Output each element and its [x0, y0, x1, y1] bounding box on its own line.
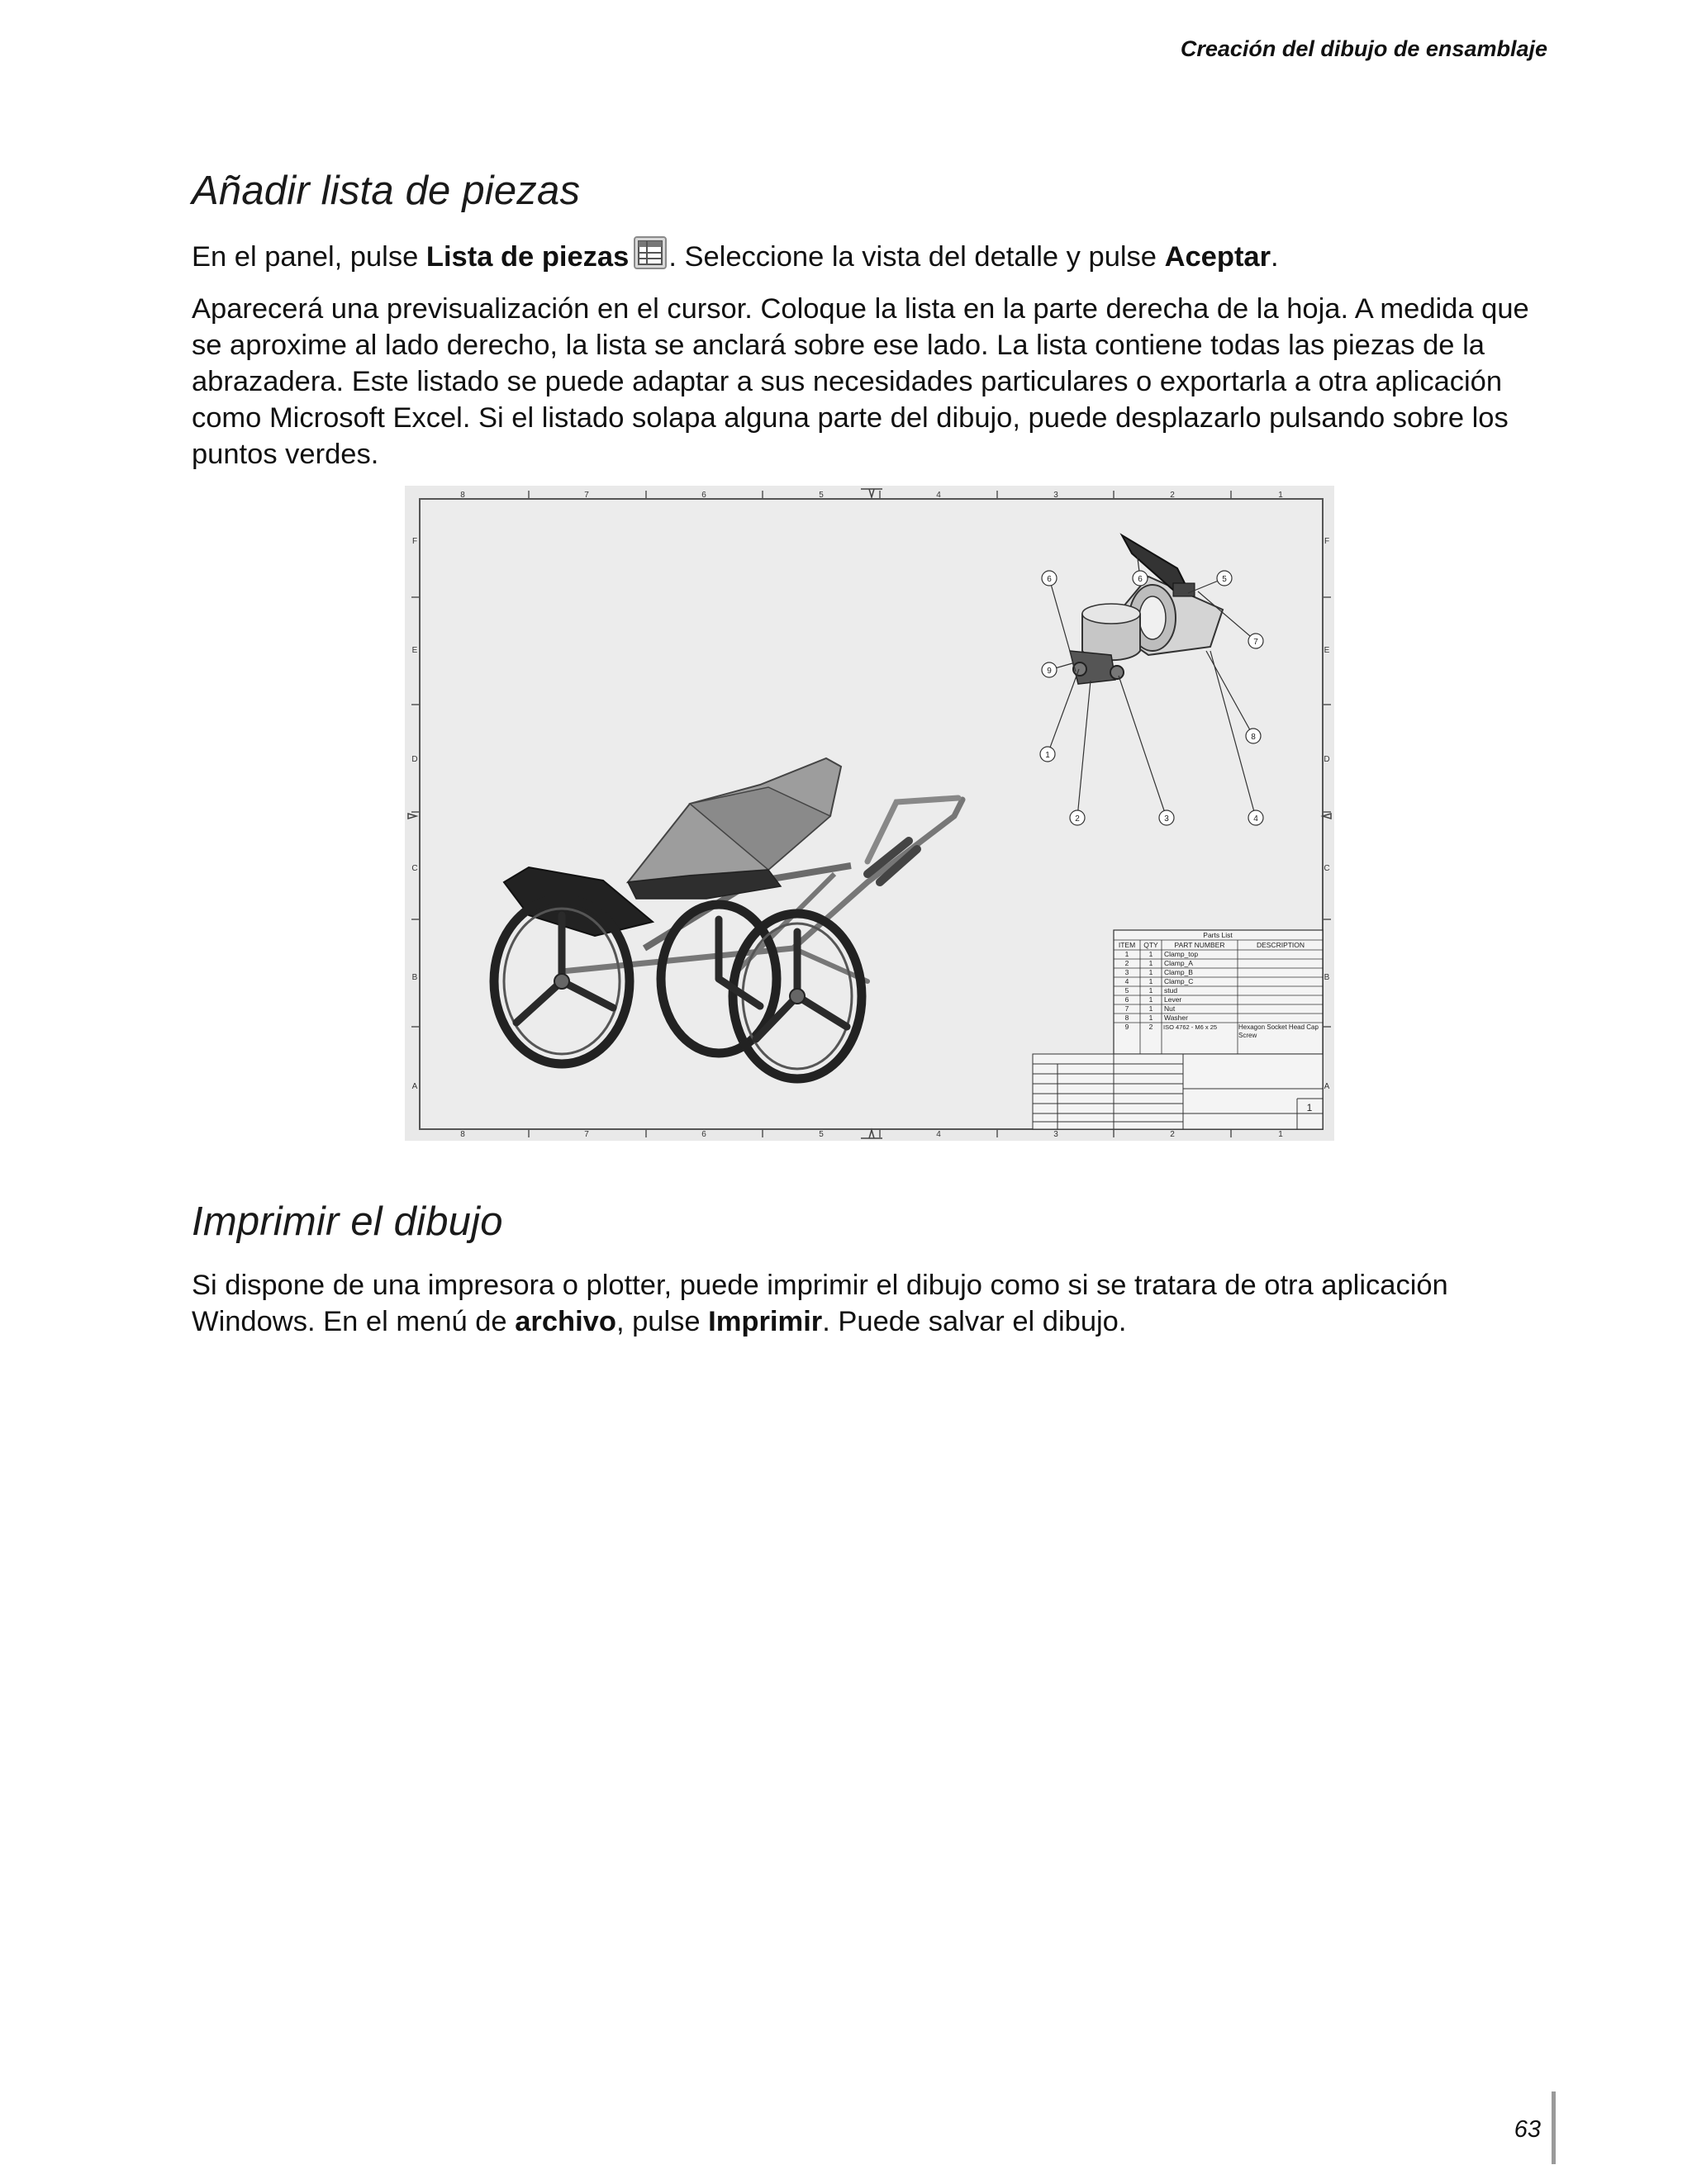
parts-list-cell: Lever: [1164, 995, 1182, 1004]
section-add-parts-list: [192, 168, 1547, 214]
zone-number: 8: [460, 491, 465, 500]
body-paragraph: Aparecerá una previsualización en el cursor. Coloque la lista en la parte derecha de la hoja. A medida que se aproxime al lado derecho, la lista se anclará sobre ese lado. La lista contiene todas las piezas de la abrazadera. Este listado se puede adaptar a sus necesidades particulares o exportarla a otra aplicación como Microsoft Excel. Si el listado solapa alguna parte del dibujo, puede desplazarlo pulsando sobre los puntos verdes.: [192, 293, 1529, 470]
parts-list-cell: 1: [1148, 986, 1153, 995]
zone-number: 7: [584, 1130, 589, 1139]
bold-term-file: archivo: [515, 1306, 616, 1337]
parts-list-table: [1114, 930, 1323, 1054]
zone-letter: D: [411, 755, 418, 764]
text-fragment: , pulse: [615, 1306, 709, 1337]
zone-letter: C: [411, 864, 418, 873]
parts-list-cell: Clamp_C: [1164, 977, 1194, 985]
parts-list-title: Parts List: [1203, 931, 1233, 939]
zone-letter: B: [1324, 973, 1330, 982]
parts-list-cell: Washer: [1164, 1014, 1188, 1022]
zone-number: 8: [460, 1130, 465, 1139]
parts-list-cell: 1: [1124, 950, 1129, 958]
parts-list-header: QTY: [1143, 941, 1158, 949]
parts-list-header: DESCRIPTION: [1256, 941, 1305, 949]
section-print-drawing: [192, 1199, 1547, 1245]
parts-list-cell: stud: [1164, 986, 1178, 995]
balloon-label: 6: [1138, 575, 1143, 584]
balloon-label: 6: [1047, 575, 1052, 584]
zone-number: 3: [1053, 1130, 1058, 1139]
drawing-sheet: [405, 486, 1334, 1141]
zone-number: 6: [701, 491, 706, 500]
parts-list-icon: [634, 236, 667, 269]
parts-list-cell: 8: [1124, 1014, 1129, 1022]
parts-list-cell: ISO 4762 - M6 x 25: [1163, 1023, 1218, 1031]
zone-letter: F: [411, 537, 418, 546]
parts-list-cell: 9: [1124, 1023, 1129, 1031]
bold-term-parts-list: Lista de piezas: [425, 241, 630, 273]
sheet-number: 1: [1306, 1102, 1313, 1113]
zone-number: 7: [584, 491, 589, 500]
parts-list-cell: 1: [1148, 1004, 1153, 1013]
zone-letter: B: [411, 973, 418, 982]
zone-number: 1: [1278, 1130, 1283, 1139]
parts-list-cell: 2: [1148, 1023, 1153, 1031]
balloon-label: 3: [1164, 814, 1169, 824]
balloon-label: 8: [1251, 733, 1256, 742]
balloon-label: 4: [1253, 814, 1258, 824]
parts-list-cell: 4: [1124, 977, 1129, 985]
bold-term-print: Imprimir: [708, 1306, 823, 1337]
zone-number: 3: [1053, 491, 1058, 500]
parts-list-header: ITEM: [1118, 941, 1136, 949]
parts-list-cell: 1: [1148, 995, 1153, 1004]
parts-list-cell: Clamp_top: [1164, 950, 1199, 958]
parts-list-cell: Hexagon Socket Head Cap Screw: [1238, 1023, 1319, 1039]
assembly-drawing-figure: [405, 486, 1334, 1141]
running-header: Creación del dibujo de ensamblaje: [1180, 36, 1547, 61]
parts-list-cell: 1: [1148, 959, 1153, 967]
balloon-label: 9: [1047, 667, 1052, 676]
page-number-rule: [1552, 2091, 1556, 2164]
section-title: Imprimir el dibujo: [192, 1199, 503, 1244]
zone-letter: F: [1324, 537, 1330, 546]
zone-number: 6: [701, 1130, 706, 1139]
title-block: [1033, 1054, 1323, 1129]
zone-number: 4: [936, 1130, 941, 1139]
text-fragment: .: [1271, 241, 1279, 273]
parts-list-cell: 6: [1124, 995, 1129, 1004]
zone-letter: E: [1324, 646, 1330, 655]
zone-letter: A: [1324, 1082, 1330, 1091]
text-fragment: . Puede salvar el dibujo.: [822, 1306, 1127, 1337]
balloon-label: 5: [1222, 575, 1227, 584]
parts-list-cell: 1: [1148, 977, 1153, 985]
parts-list-cell: 3: [1124, 968, 1129, 976]
balloon-label: 2: [1075, 814, 1080, 824]
zone-number: 5: [819, 1130, 824, 1139]
balloon-label: 7: [1253, 638, 1258, 647]
zone-letter: C: [1324, 864, 1330, 873]
zone-number: 2: [1170, 491, 1175, 500]
zone-letter: D: [1324, 755, 1330, 764]
zone-number: 4: [936, 491, 941, 500]
section-title: Añadir lista de piezas: [192, 169, 581, 213]
parts-list-cell: 5: [1124, 986, 1129, 995]
balloon-label: 1: [1045, 751, 1050, 760]
text-fragment: . Seleccione la vista del detalle y pulse: [668, 241, 1165, 273]
parts-list-header: PART NUMBER: [1174, 941, 1225, 949]
parts-list-cell: Clamp_A: [1164, 959, 1193, 967]
parts-list-cell: 1: [1148, 1014, 1153, 1022]
zone-number: 5: [819, 491, 824, 500]
zone-number: 1: [1278, 491, 1283, 500]
parts-list-cell: 7: [1124, 1004, 1129, 1013]
zone-letter: A: [411, 1082, 418, 1091]
parts-list-cell: Nut: [1164, 1004, 1176, 1013]
parts-list-cell: 1: [1148, 950, 1153, 958]
paragraph-preview-description: [192, 291, 1547, 472]
parts-list-cell: 2: [1124, 959, 1129, 967]
parts-list-cell: Clamp_B: [1164, 968, 1193, 976]
zone-letter: E: [411, 646, 418, 655]
parts-list-cell: 1: [1148, 968, 1153, 976]
zone-number: 2: [1170, 1130, 1175, 1139]
paragraph-parts-list-instruction: [192, 236, 1547, 275]
text-fragment: En el panel, pulse: [192, 241, 426, 273]
text-fragment: Si dispone de una impresora o plotter, puede imprimir el dibujo como si se tratara de otra aplicación Windows. En el menú de: [192, 1270, 1448, 1337]
paragraph-print-instruction: [192, 1267, 1547, 1340]
page-number: 63: [1514, 2116, 1541, 2143]
bold-term-accept: Aceptar: [1164, 241, 1271, 273]
